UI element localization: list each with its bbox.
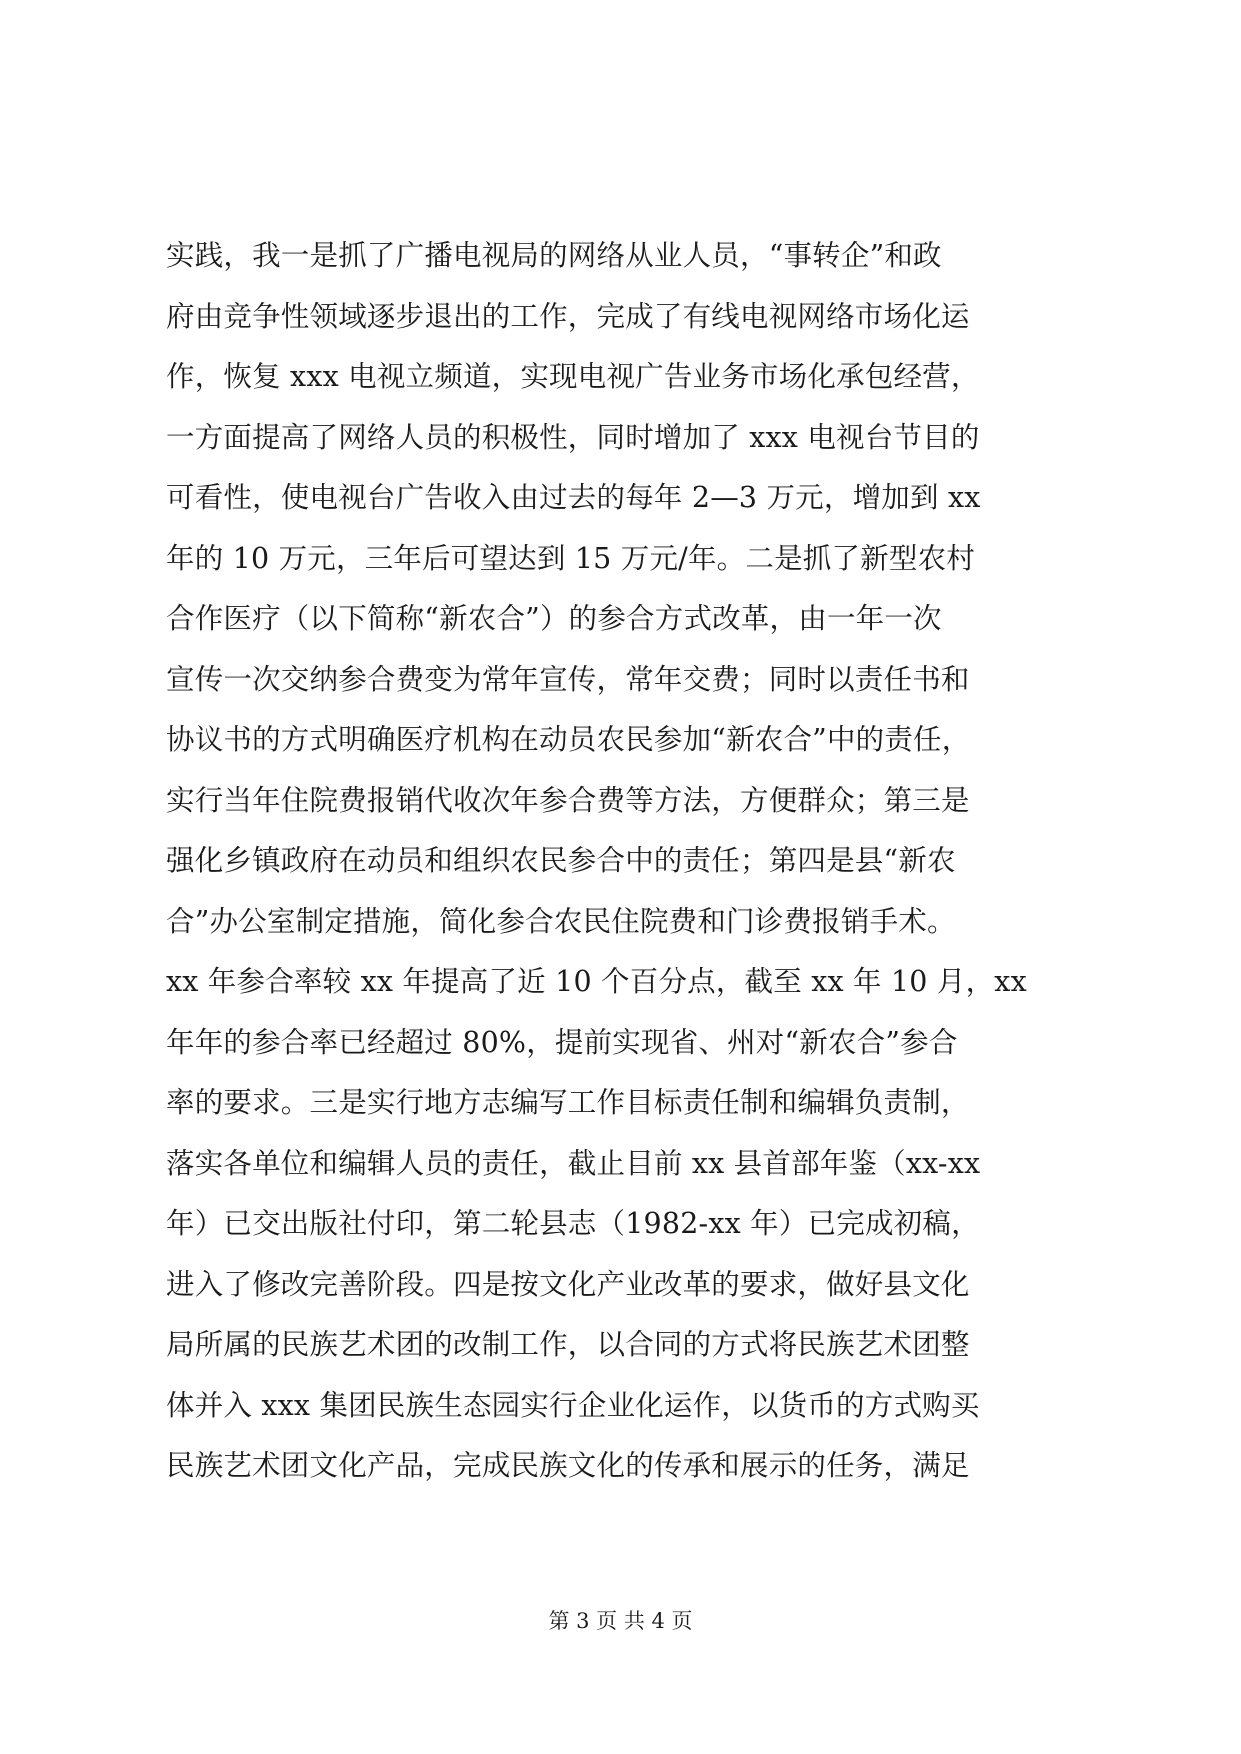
text-line: 落实各单位和编辑人员的责任，截止目前 xx 县首部年鉴（xx-xx bbox=[166, 1146, 981, 1180]
text-line: 协议书的方式明确医疗机构在动员农民参加“新农合”中的责任， bbox=[166, 723, 971, 756]
body-paragraph bbox=[166, 226, 1076, 1497]
page-number: 第 3 页 共 4 页 bbox=[548, 1609, 693, 1633]
text-line: 合作医疗（以下简称“新农合”）的参合方式改革，由一年一次 bbox=[166, 602, 942, 635]
text-line: 实践，我一是抓了广播电视局的网络从业人员，“事转企”和政 bbox=[166, 239, 942, 272]
text-line: 强化乡镇政府在动员和组织农民参合中的责任；第四是县“新农 bbox=[166, 844, 956, 877]
text-line: 府由竞争性领域逐步退出的工作，完成了有线电视网络市场化运 bbox=[166, 299, 970, 333]
text-line: 一方面提高了网络人员的积极性，同时增加了 xxx 电视台节目的 bbox=[166, 420, 980, 454]
text-line: 年年的参合率已经超过 80%，提前实现省、州对“新农合”参合 bbox=[166, 1025, 958, 1059]
text-line: xx 年参合率较 xx 年提高了近 10 个百分点，截至 xx 年 10 月，xx bbox=[166, 965, 1027, 998]
text-line: 作，恢复 xxx 电视立频道，实现电视广告业务市场化承包经营， bbox=[166, 360, 980, 393]
text-line: 率的要求。三是实行地方志编写工作目标责任制和编辑负责制， bbox=[166, 1086, 970, 1119]
page-footer bbox=[0, 1606, 1241, 1636]
text-line: 年）已交出版社付印，第二轮县志（1982-xx 年）已完成初稿， bbox=[166, 1207, 980, 1240]
text-line: 民族艺术团文化产品，完成民族文化的传承和展示的任务，满足 bbox=[166, 1449, 970, 1482]
text-line: 宣传一次交纳参合费变为常年宣传，常年交费；同时以责任书和 bbox=[166, 662, 970, 696]
text-line: 合”办公室制定措施，简化参合农民住院费和门诊费报销手术。 bbox=[166, 904, 956, 938]
text-line: 实行当年住院费报销代收次年参合费等方法，方便群众；第三是 bbox=[166, 783, 970, 817]
text-line: 体并入 xxx 集团民族生态园实行企业化运作，以货币的方式购买 bbox=[166, 1388, 980, 1422]
text-line: 可看性，使电视台广告收入由过去的每年 2—3 万元，增加到 xx bbox=[166, 481, 981, 514]
text-line: 局所属的民族艺术团的改制工作，以合同的方式将民族艺术团整 bbox=[166, 1328, 970, 1361]
text-line: 进入了修改完善阶段。四是按文化产业改革的要求，做好县文化 bbox=[166, 1267, 970, 1301]
text-line: 年的 10 万元，三年后可望达到 15 万元/年。二是抓了新型农村 bbox=[166, 541, 975, 575]
